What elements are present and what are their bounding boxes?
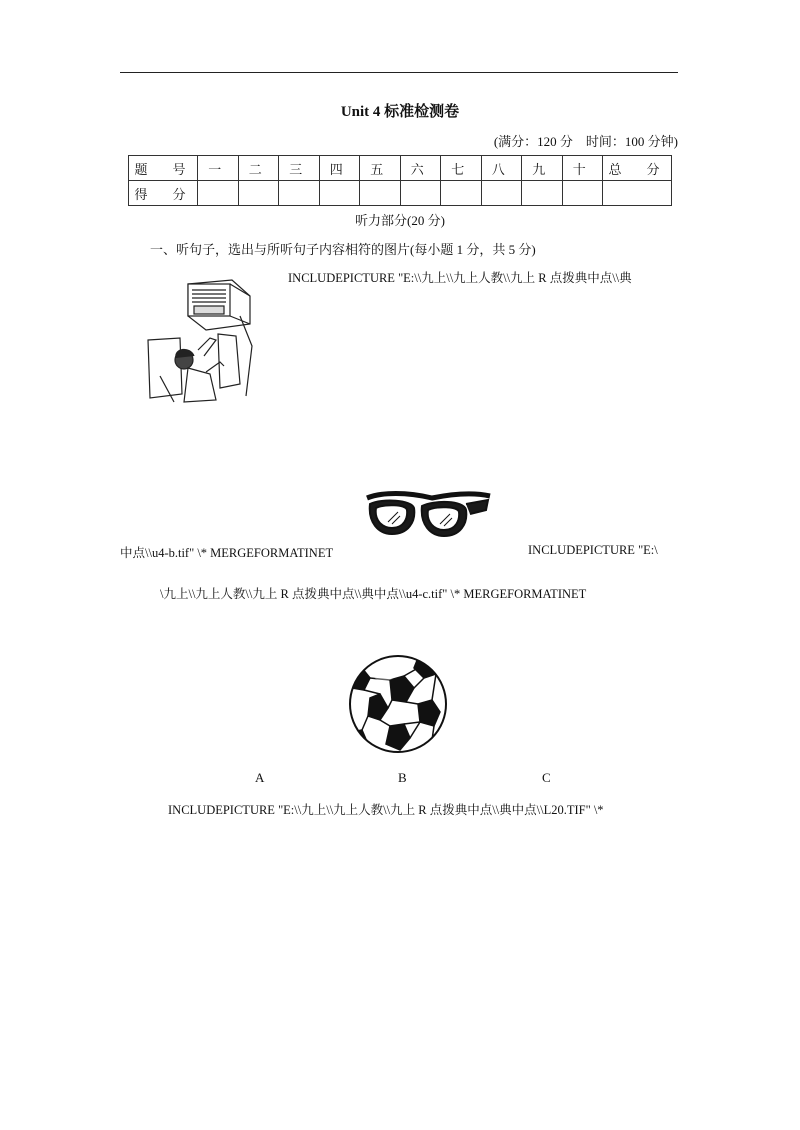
glasses-illustration	[362, 488, 492, 544]
score-table-cell: 八	[481, 156, 522, 181]
section-title: 听力部分(20 分)	[355, 213, 445, 228]
score-input-cell[interactable]	[238, 181, 279, 206]
score-table-cell: 五	[360, 156, 401, 181]
exam-meta: (满分：120 分 时间：100 分钟)	[493, 134, 678, 149]
score-table-cell: 七	[441, 156, 482, 181]
option-b-label: B	[398, 770, 407, 785]
score-table-cell: 九	[522, 156, 563, 181]
score-input-cell[interactable]	[603, 181, 672, 206]
question-heading: 一、听句子，选出与所听句子内容相符的图片(每小题 1 分，共 5 分)	[150, 242, 536, 257]
field-code-line: \九上\\九上人教\\九上 R 点拨典中点\\典中点\\u4-c.tif" \* MERGEFORMATINET	[160, 587, 587, 601]
score-input-cell[interactable]	[400, 181, 441, 206]
score-input-cell[interactable]	[481, 181, 522, 206]
score-table-cell: 一	[198, 156, 239, 181]
score-input-cell[interactable]	[441, 181, 482, 206]
header-rule	[120, 72, 678, 73]
field-code-line: 中点\\u4-b.tif" \* MERGEFORMATINET	[120, 546, 334, 560]
score-table-cell: 十	[562, 156, 603, 181]
score-input-cell[interactable]	[198, 181, 239, 206]
field-code-line: INCLUDEPICTURE "E:\\九上\\九上人教\\九上 R 点拨典中点\\典中点\\L20.TIF" \*	[168, 803, 604, 817]
page-title: Unit 4 标准检测卷	[340, 104, 460, 120]
score-table-cell: 得 分	[129, 181, 198, 206]
score-table-cell: 总 分	[603, 156, 672, 181]
score-table-cell: 三	[279, 156, 320, 181]
score-input-cell[interactable]	[562, 181, 603, 206]
score-input-cell[interactable]	[279, 181, 320, 206]
football-illustration	[348, 654, 448, 754]
score-table-cell: 四	[319, 156, 360, 181]
score-table-cell: 题 号	[129, 156, 198, 181]
field-code-line: INCLUDEPICTURE "E:\\九上\\九上人教\\九上 R 点拨典中点\\典	[288, 271, 632, 285]
option-c-label: C	[542, 770, 551, 785]
score-table-score-row	[129, 181, 672, 206]
score-input-cell[interactable]	[319, 181, 360, 206]
score-table	[128, 155, 672, 206]
score-input-cell[interactable]	[522, 181, 563, 206]
score-table-header-row	[129, 156, 672, 181]
score-table-cell: 二	[238, 156, 279, 181]
score-input-cell[interactable]	[360, 181, 401, 206]
man-air-conditioner-illustration	[140, 276, 255, 404]
field-code-line: INCLUDEPICTURE "E:\	[528, 543, 658, 557]
score-table-cell: 六	[400, 156, 441, 181]
option-a-label: A	[255, 770, 265, 785]
